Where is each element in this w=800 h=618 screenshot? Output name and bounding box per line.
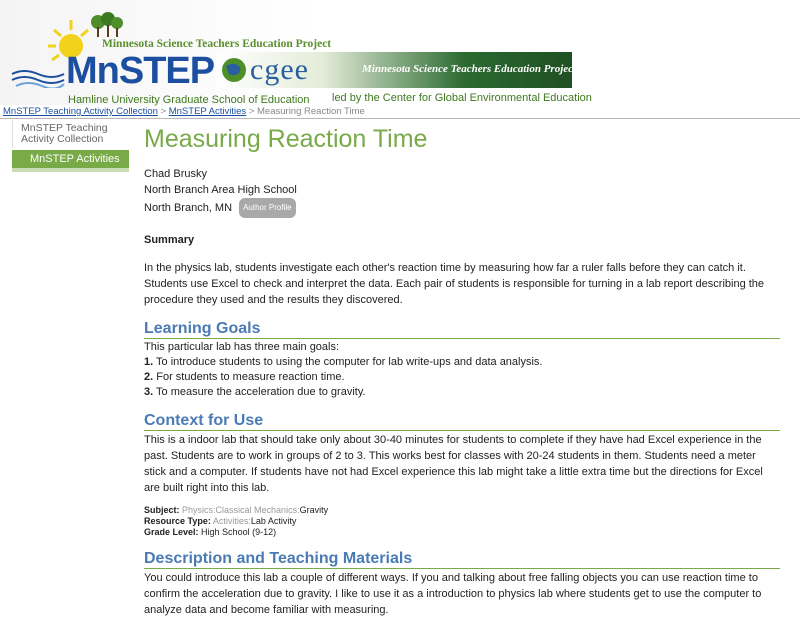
breadcrumb bbox=[3, 106, 365, 117]
resource-type-label: Resource Type: bbox=[144, 516, 211, 526]
logo-text: MnSTEP bbox=[66, 50, 215, 92]
author-name: Chad Brusky bbox=[144, 168, 207, 180]
main-content bbox=[144, 124, 780, 618]
resource-leaf-link[interactable]: Lab Activity bbox=[250, 516, 297, 526]
resource-type-row bbox=[144, 516, 780, 527]
author-location: North Branch, MN bbox=[144, 201, 233, 214]
led-by-text: led by the Center for Global Environmental Education bbox=[332, 92, 592, 104]
learning-goals-list bbox=[144, 355, 780, 400]
sidebar-item-activities[interactable]: MnSTEP Activities bbox=[12, 150, 129, 172]
author-block bbox=[144, 166, 780, 218]
list-item bbox=[144, 355, 780, 370]
sidebar bbox=[12, 120, 129, 172]
breadcrumb-separator: > bbox=[248, 106, 255, 117]
description-text: You could introduce this lab a couple of different ways. If you and talking about free falling objects you can use reaction time to confirm the acceleration due to gravity. I like to use it as a introduction to physics lab where students get to use the computer to analyze data and become familiar with measuring. bbox=[144, 572, 762, 616]
description-heading: Description and Teaching Materials bbox=[144, 549, 780, 569]
breadcrumb-separator: > bbox=[160, 106, 167, 117]
trees-icon bbox=[90, 12, 124, 40]
subject-row bbox=[144, 505, 780, 516]
grade-level-label: Grade Level: bbox=[144, 527, 199, 537]
summary-text: In the physics lab, students investigate each other's reaction time by measuring how far a ruler falls before they can catch it. Students use Excel to check and interpret the data. Each pair of students is responsible for turning in a lab report describing the procedure they used and the results they discovered. bbox=[144, 262, 765, 306]
goal-number: 1. bbox=[144, 356, 154, 368]
goal-text: For students to measure reaction time. bbox=[156, 371, 345, 383]
header-divider bbox=[0, 118, 800, 119]
subject-label: Subject: bbox=[144, 505, 180, 515]
list-item bbox=[144, 385, 780, 400]
goal-text: To introduce students to using the computer for lab write-ups and data analysis. bbox=[156, 356, 543, 368]
grade-level-link[interactable]: High School (9-12) bbox=[201, 527, 277, 537]
goal-number: 2. bbox=[144, 371, 154, 383]
water-icon bbox=[10, 68, 66, 88]
goal-number: 3. bbox=[144, 386, 154, 398]
author-school: North Branch Area High School bbox=[144, 184, 297, 196]
cgee-logo: cgee bbox=[250, 53, 309, 86]
globe-icon bbox=[220, 56, 248, 84]
school-name: Hamline University Graduate School of Education bbox=[68, 94, 310, 106]
list-item bbox=[144, 370, 780, 385]
grade-level-row bbox=[144, 527, 780, 538]
project-name: Minnesota Science Teachers Education Project bbox=[102, 38, 332, 50]
summary-heading: Summary bbox=[144, 234, 195, 246]
author-location-row bbox=[144, 198, 780, 218]
context-text: This is a indoor lab that should take only about 30-40 minutes for students to complete if they have had Excel experience in the past. Students are to work in groups of 2 to 3. This works best for classes with 20-24 students in them. Students need a meter stick and a computer. If students have not had Excel experience this lab might take a little extra time but the directions for Excel are built right into this lab. bbox=[144, 434, 763, 494]
learning-goals-intro: This particular lab has three main goals: bbox=[144, 341, 340, 353]
cgee-banner[interactable] bbox=[216, 52, 577, 88]
page-title: Measuring Reaction Time bbox=[144, 125, 428, 153]
breadcrumb-activities[interactable]: MnSTEP Activities bbox=[168, 106, 247, 117]
author-profile-button[interactable]: Author Profile bbox=[239, 198, 295, 218]
metadata-block bbox=[144, 505, 780, 538]
sidebar-item-collection[interactable]: MnSTEP Teaching Activity Collection bbox=[12, 120, 129, 148]
resource-path-link[interactable]: Activities: bbox=[212, 516, 251, 526]
cgee-tagline: Minnesota Science Teachers Education Project bbox=[362, 63, 577, 75]
site-header bbox=[0, 0, 800, 105]
subject-leaf-link[interactable]: Gravity bbox=[299, 505, 329, 515]
breadcrumb-current: Measuring Reaction Time bbox=[257, 106, 365, 117]
goal-text: To measure the acceleration due to gravity. bbox=[156, 386, 366, 398]
context-heading: Context for Use bbox=[144, 411, 780, 431]
learning-goals-heading: Learning Goals bbox=[144, 319, 780, 339]
breadcrumb-collection[interactable]: MnSTEP Teaching Activity Collection bbox=[3, 106, 158, 117]
subject-path-link[interactable]: Physics:Classical Mechanics: bbox=[182, 505, 300, 515]
